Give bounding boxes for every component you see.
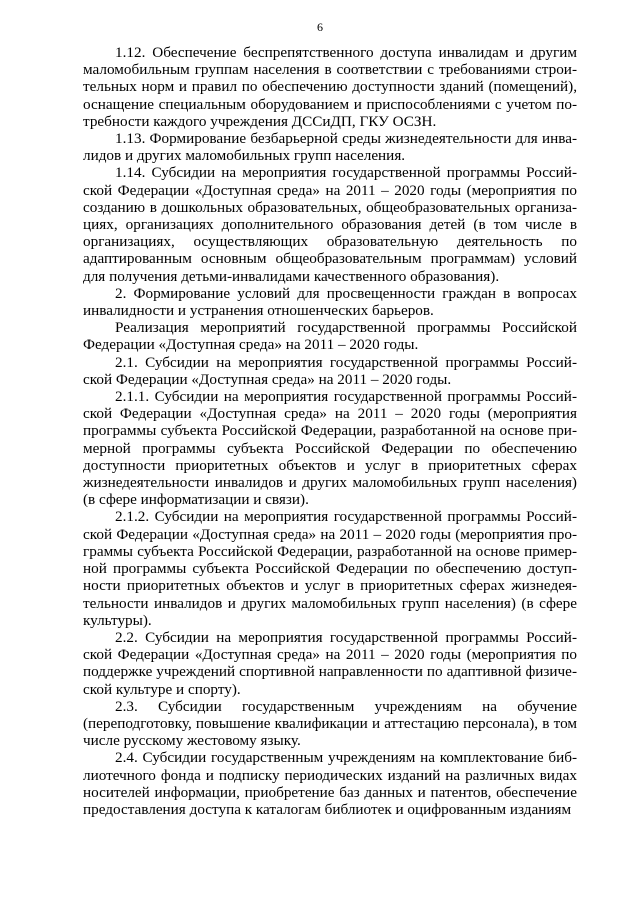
document-body xyxy=(83,44,577,818)
paragraph-2-3: 2.3. Субсидии государственным учреждениям на обучение (переподготовку, повышение квалификации и аттестацию персонала), в том числе русскому жестовому языку. xyxy=(83,697,577,750)
paragraph-2: 2. Формирование условий для просвещенности граждан в вопросах инвалидности и устранения отношенческих барьеров. xyxy=(83,284,577,320)
paragraph-1-14: 1.14. Субсидии на мероприятия государственной программы Российской Федерации «Доступная среда» на 2011 – 2020 годы (мероприятия по созданию в дошкольных образовательных, общеобразовательных организациях, организациях дополнительного образования детей (в том числе в организациях, осуществляющих образовательную деятельность по адаптированным основным общеобразовательным программам) условий для получения детьми-инвалидами качественного образования). xyxy=(83,164,577,285)
paragraph-1-12: 1.12. Обеспечение беспрепятственного доступа инвалидам и другим маломобильным группам населения в соответствии с требованиями строительных норм и правил по обеспечению доступности зданий (помещений), оснащение специальным оборудованием и приспособлениями с учетом потребности каждого учреждения ДССиДП, ГКУ ОСЗН. xyxy=(83,44,577,130)
paragraph-2-2: 2.2. Субсидии на мероприятия государственной программы Российской Федерации «Доступная среда» на 2011 – 2020 годы (мероприятия по поддержке учреждений спортивной направленности по адаптивной физической культуре и спорту). xyxy=(83,628,577,698)
paragraph-2-1: 2.1. Субсидии на мероприятия государственной программы Российской Федерации «Доступная среда» на 2011 – 2020 годы. xyxy=(83,353,577,388)
paragraph-2-1-2: 2.1.2. Субсидии на мероприятия государственной программы Российской Федерации «Доступная среда» на 2011 – 2020 годы (мероприятия программы субъекта Российской Федерации, разработанной на основе примерной программы субъекта Российской Федерации по обеспечению доступности приоритетных объектов и услуг в приоритетных сферах жизнедеятельности инвалидов и других маломобильных групп населения) (в сфере культуры). xyxy=(83,508,577,629)
paragraph-2-1-1: 2.1.1. Субсидии на мероприятия государственной программы Российской Федерации «Доступная среда» на 2011 – 2020 годы (мероприятия программы субъекта Российской Федерации, разработанной на основе примерной программы субъекта Российской Федерации по обеспечению доступности приоритетных объектов и услуг в приоритетных сферах жизнедеятельности инвалидов и других маломобильных групп населения) (в сфере информатизации и связи). xyxy=(83,388,577,509)
page-number: 6 xyxy=(317,20,323,34)
paragraph-2-4: 2.4. Субсидии государственным учреждениям на комплектование библиотечного фонда и подписку периодических изданий на различных видах носителей информации, приобретение баз данных и патентов, обеспечение предоставления доступа к каталогам библиотек и оцифрованным изданиям xyxy=(83,749,577,818)
paragraph-1-13: 1.13. Формирование безбарьерной среды жизнедеятельности для инвалидов и других маломобильных групп населения. xyxy=(83,130,577,165)
paragraph-implementation: Реализация мероприятий государственной программы Российской Федерации «Доступная среда» на 2011 – 2020 годы. xyxy=(83,319,577,354)
